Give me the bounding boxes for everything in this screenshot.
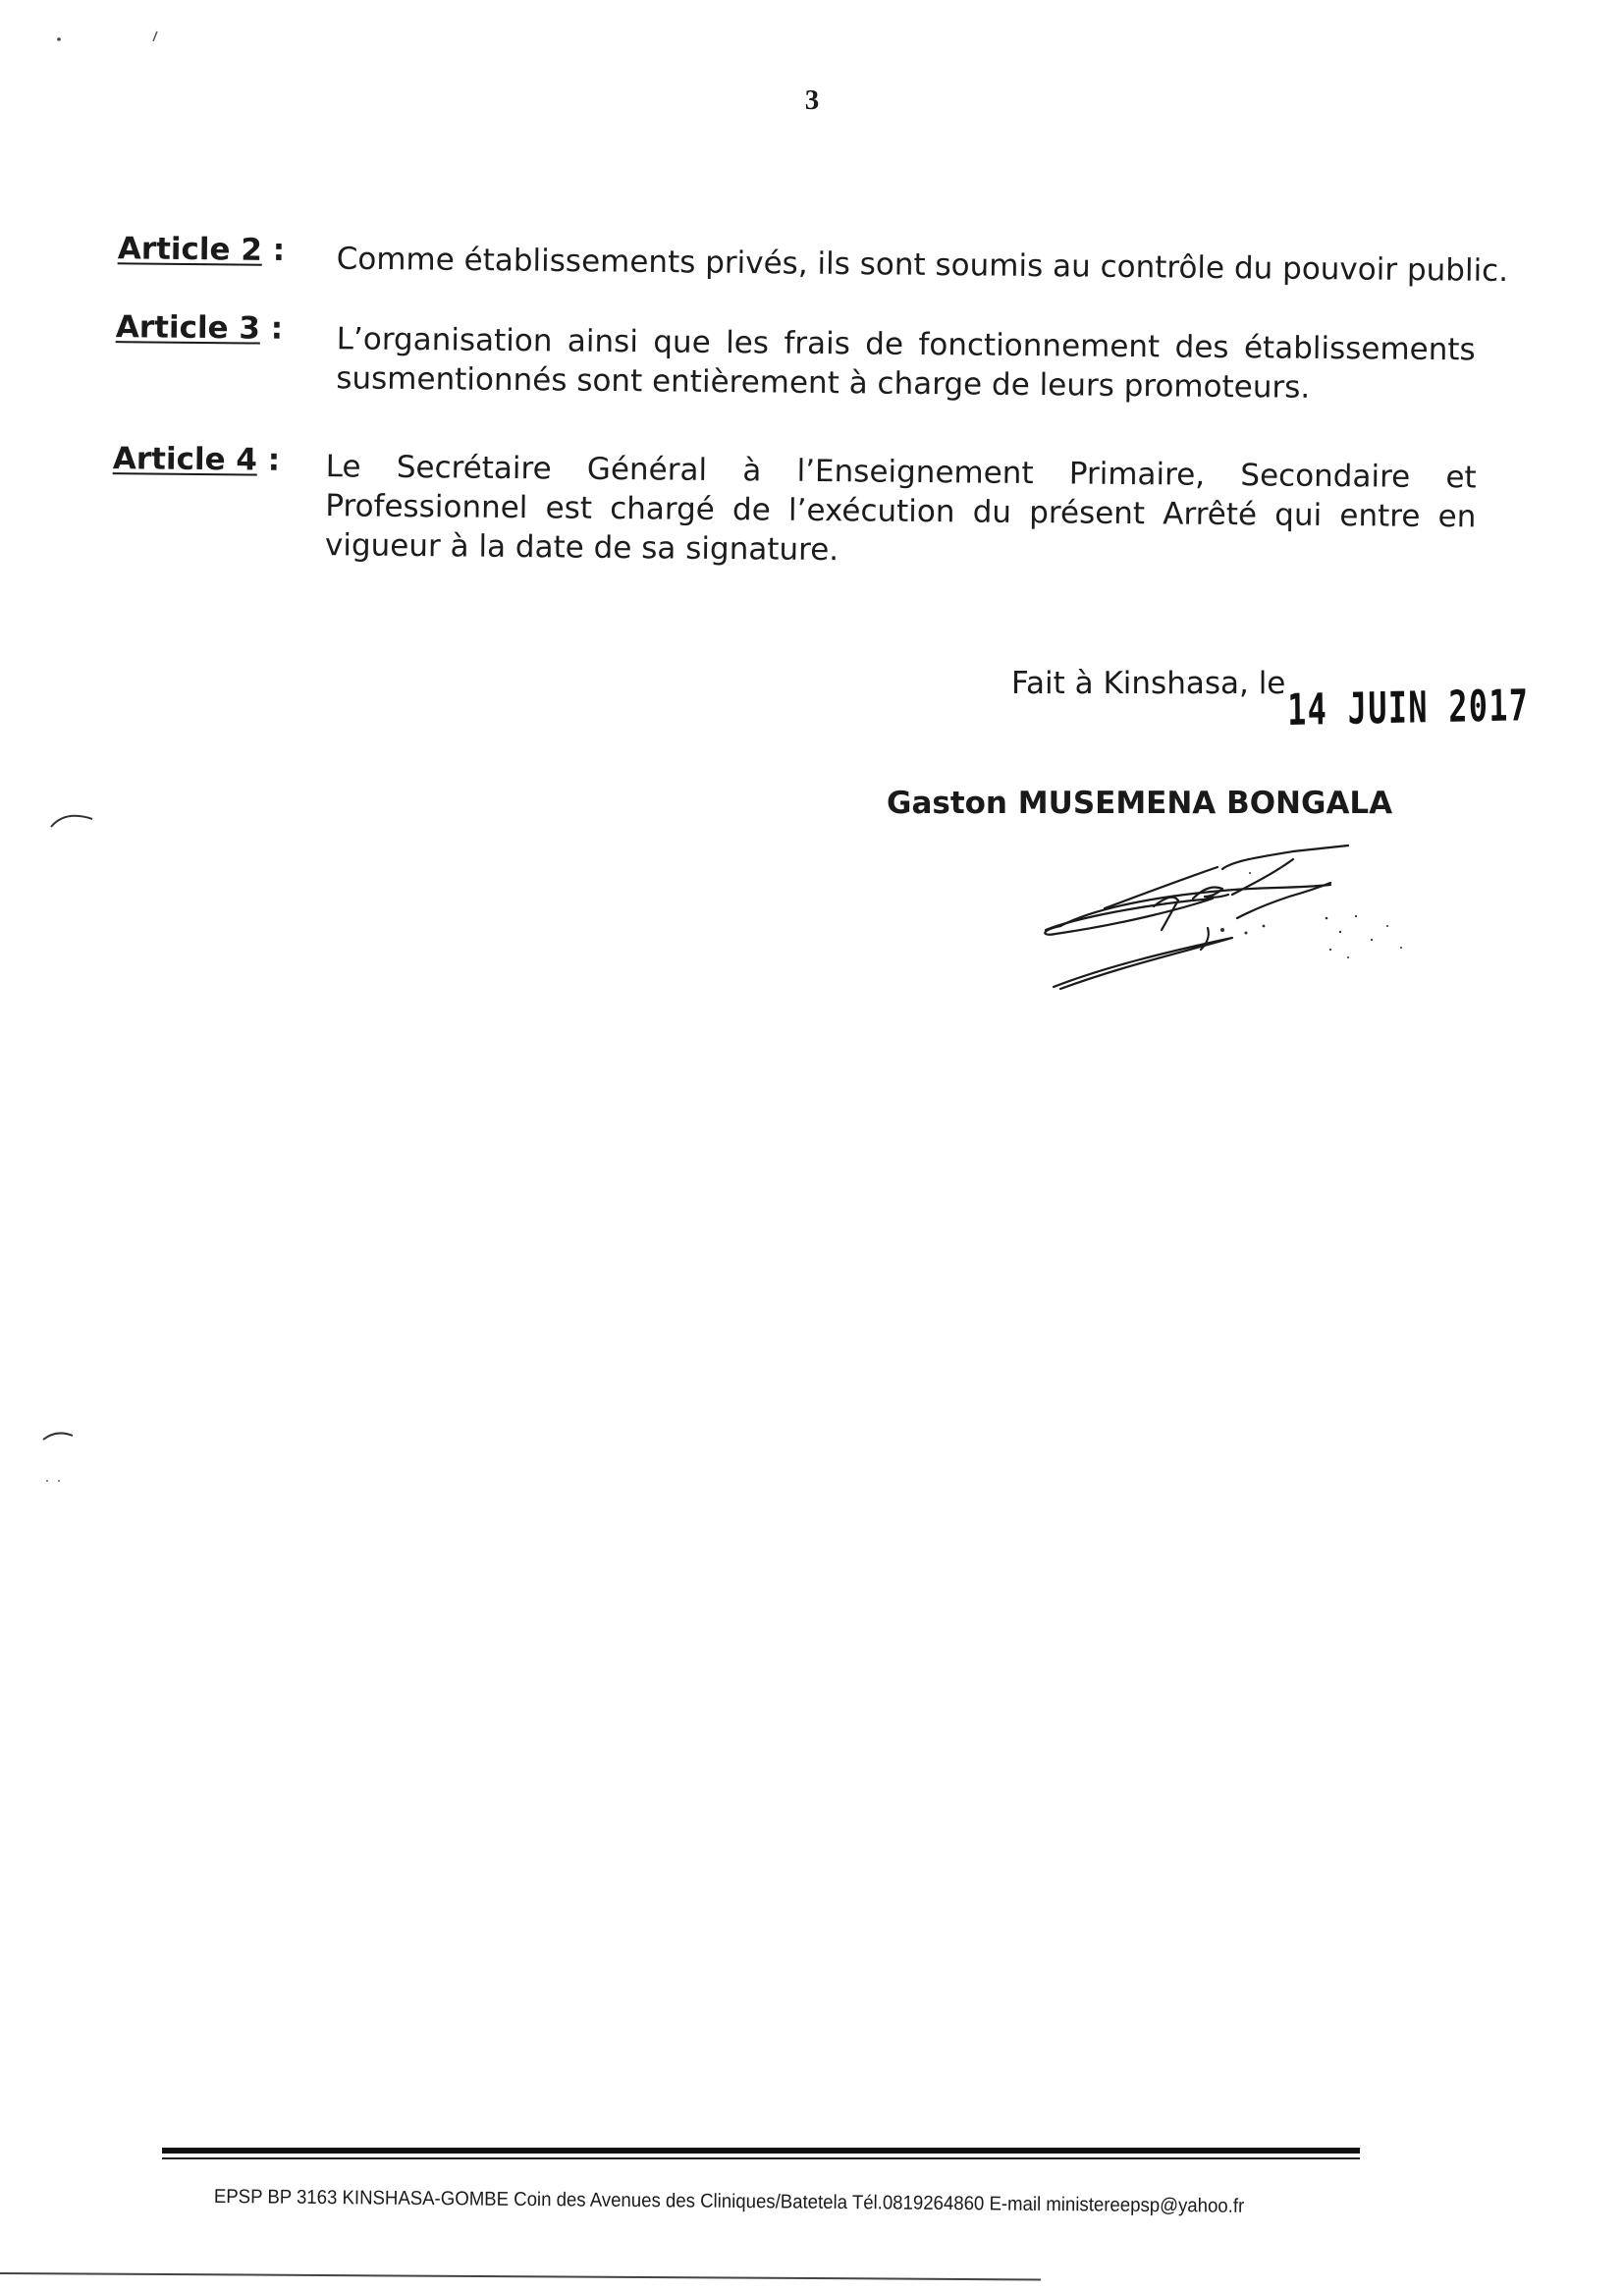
date-stamp: 14 JUIN 2017 <box>1287 681 1530 736</box>
article-4 <box>0 440 1624 569</box>
scan-mark <box>47 805 96 835</box>
page-number: 3 <box>804 84 820 116</box>
article-2-label: Article 2 : <box>117 231 286 269</box>
article-2-text: Comme établissements privés, ils sont soumis au contrôle du pouvoir public. <box>336 241 1509 290</box>
scan-mark <box>145 26 165 45</box>
footer-rule <box>162 2157 1360 2159</box>
article-4-text: Le Secrétaire Général à l’Enseignement Primaire, Secondaire et Professionnel est chargé de l’exécution du présent Arrêté qui entre en vigueur à la date de sa signature. <box>324 449 1477 569</box>
article-3-label: Article 3 : <box>115 309 284 347</box>
scan-mark <box>39 1426 79 1446</box>
bottom-rule <box>0 2272 1041 2280</box>
place-date-label: Fait à Kinshasa, le <box>1011 666 1286 701</box>
signatory-name: Gaston MUSEMENA BONGALA <box>887 786 1393 821</box>
footer-address: EPSP BP 3163 KINSHASA-GOMBE Coin des Avenues des Cliniques/Batetela Tél.0819264860 E-mail ministereepsp@yahoo.fr <box>213 2186 1245 2217</box>
article-2 <box>0 230 1624 290</box>
article-3-text: L’organisation ainsi que les frais de fonctionnement des établissements susmentionnés sont entièrement à charge de leurs promoteurs. <box>336 321 1476 406</box>
scan-mark <box>49 29 69 49</box>
handwritten-signature <box>1036 840 1468 1016</box>
footer-rule <box>162 2148 1360 2154</box>
scan-mark <box>41 1475 71 1487</box>
article-4-label: Article 4 : <box>112 441 281 478</box>
article-3 <box>0 308 1624 406</box>
